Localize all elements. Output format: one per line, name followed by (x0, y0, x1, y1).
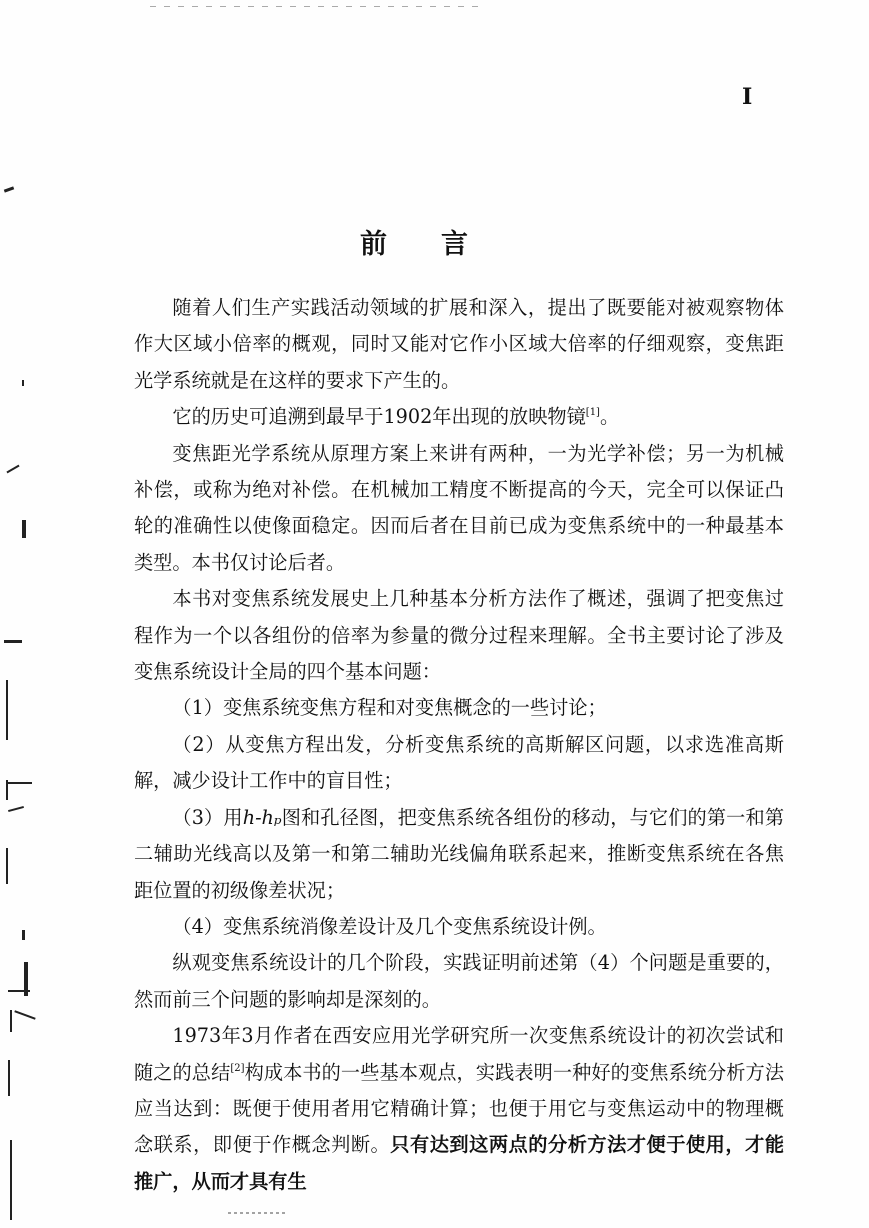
paragraph-intro: 随着人们生产实践活动领域的扩展和深入，提出了既要能对被观察物体作大区域小倍率的概观，同时又能对它作小区域大倍率的仔细观察，变焦距光学系统就是在这样的要求下产生的。 (134, 296, 784, 392)
author-text-c: 只有达到这两点的分析方法才便于使用，才能推广，从而才具有生 (134, 1133, 785, 1193)
author-text-a: 1973年3月作者在西安应用光学研究所一次变焦系统设计的初次尝试和随之的总结 (134, 1024, 784, 1084)
history-end: 。 (599, 405, 620, 429)
body-text (134, 290, 784, 1200)
paragraph-overview: 本书对变焦系统发展史上几种基本分析方法作了概述，强调了把变焦过程作为一个以各组份的倍率为参量的微分过程来理解。全书主要讨论了涉及变焦系统设计全局的四个基本问题： (134, 587, 784, 684)
page-title: 前言 (360, 229, 522, 260)
paragraph-author (134, 1018, 784, 1200)
binding-margin-artifacts (0, 0, 40, 1228)
list-item-1: （1）变焦系统变焦方程和对变焦概念的一些讨论； (172, 696, 607, 720)
reference-2: [2] (230, 1062, 245, 1074)
list-item-3 (134, 800, 784, 909)
paragraph-history (134, 399, 784, 435)
paragraph-principles: 变焦距光学系统从原理方案上来讲有两种，一为光学补偿；另一为机械补偿，或称为绝对补偿。在机械加工精度不断提高的今天，完全可以保证凸轮的准确性以使像面稳定。因而后者在目前已成为变焦系统中的一种最基本类型。本书仅讨论后者。 (134, 441, 784, 574)
author-text-b: 构成本书的一些基本观点，实践表明一种好的变焦系统分析方法应当达到：既便于使用者用它精确计算；也便于用它与变焦运动中的物理概念联系，即便于作概念判断。 (134, 1060, 785, 1157)
paragraph-review: 纵观变焦系统设计的几个阶段，实践证明前述第（4）个问题是重要的，然而前三个问题的影响却是深刻的。 (134, 951, 784, 1011)
item3-text: 图和孔径图，把变焦系统各组份的移动，与它们的第一和第二辅助光线高以及第一和第二辅助光线偏角联系起来，推断变焦系统在各焦距位置的初级像差状况； (134, 805, 785, 902)
reference-1: [1] (585, 407, 600, 419)
scan-artifact-top (150, 6, 480, 7)
list-item-4: （4）变焦系统消像差设计及几个变焦系统设计例。 (172, 914, 607, 938)
item3-symbol: h-hₚ (242, 805, 282, 829)
item3-prefix: （3）用 (172, 805, 243, 829)
history-text: 它的历史可追溯到最早于1902年出现的放映物镜 (172, 405, 586, 429)
list-item-2: （2）从变焦方程出发，分析变焦系统的高斯解区问题，以求选准高斯解，减少设计工作中的盲目性； (134, 732, 784, 793)
scan-artifact-bottom (228, 1212, 288, 1214)
page-number: I (742, 84, 753, 110)
